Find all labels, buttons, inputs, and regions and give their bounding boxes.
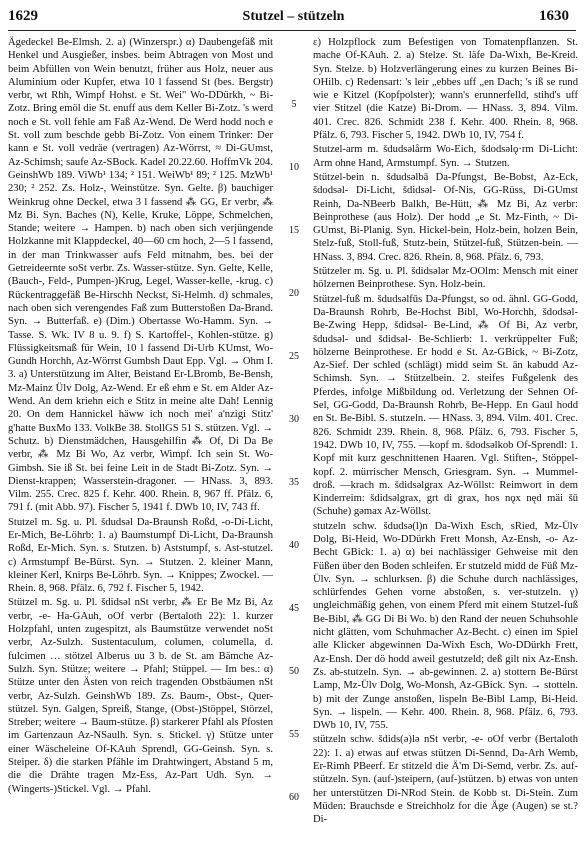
entry-stuetzel-bein: Stützel-bein n. šdudsəlbā Da-Pfungst, Be-Bobst, Az-Eck, šdodsəl- Di-Licht, šdidsəl- Of-Nis, GG-Rüss, Di-GUmst Reinh, Da-NBeerb Balkh, Be-Hütt, ⁂ Mz Bi, Az verbr: Beinprothese (aus Holz). Der hodd „e St. Mz-Finth, ~ Di-GUmst, Bi-Planig. Syn. Hickel-bein, Holz-bein, holzen Bein, Stelz-fuß, Stoll-fuß, Stutz-bein, Stützel-fuß, Stützen-bein. — HNass. 3, 894. Crec. 826. Rhein. 8, 968. Pfälz. 6, 793. [313,171,578,263]
entry-stutzeln: stutzeln schw. šdudsə(l)n Da-Wixh Esch, sRied, Mz-Ülv Dolg, Bi-Heid, Wo-DDürkh Frett Monsh, Az-Ensh, -o- Az-Becht GBick: 1. a) α) bei nachlässiger Gehweise mit den Füßen über den Boden schleifen. Er stutzeld midd de Füß Mz-Ülv. Syn. → schlurksen. β) die Schuhe durch nachlässiges, schlürfendes Gehen vorne abstoßen, s. ver-stutzeln. γ) ungleichmäßig gehen, von einem Pferd mit einem Stutzel-fuß Be-Bibl, ⁂ GG Di Bi Wo. b) den Rand der neuen Schuhsohle nicht glätten, vom Schuhmacher Az-Becht. c) einen im Spiel alle Klicker abgewinnen Da-Wixh Esch, Wo-DDürkh Frett, Az-Ensh. Der dö hodd aweil gestutzeld; deß gilt nix Az-Ensh. Zs. ab-stutzeln. Syn. → ab-gewinnen. 2. a) stottern Be-Bürst Lamp, Mz-Ülv Dolg, Wo-Monsh, Az-GBick. Syn. → stotteln. b) mit der Zunge anstoßen, lispeln Be-Bibl Lamp, Bi-Heid. Syn. → lispeln. — Kehr. 400. Rhein. 8, 968. Pfälz. 6, 793. DWb 10, IV, 755. [313,520,578,732]
left-column [8,36,273,797]
line-number: 40 [289,540,299,551]
line-number: 25 [289,351,299,362]
line-number: 15 [289,225,299,236]
line-number: 60 [289,792,299,803]
entry-stutze-continued: Ägedeckel Be-Elmsh. 2. a) (Winzerspr.) α) Daubengefäß mit Henkel und Ausgießer, insbes. beim Abtragen von Most und beim Abfüllen von Wein benutzt, früher aus Holz, neuer aus Aluminium oder Kupfer, etwa 10 l fassend St (bes. Bergstr) verbr, wt Rhh, Wimpf Hohst. e St. Wei" Wo-DDürkh, ~ Bi-Zotz. Bring emöl die St. enuff aus dem Keller Bi-Zotz. 's werd noch e St. voll fehle am Faß Az-Wend. De Werd hodd noch e St. voll zum beschde gebb Bi-Zotz. Von einem Trinker: Der kann e St. voll vedräe (vertragen) Az-Wörrst, ≈ Di-GUmst, Az-Schimsh; saufe Az-SBock. Kadel 20.22.60. HoffmVk 204. GeinshWb 189. ViWb¹ 134; ² 151. WeiWb¹ 89; ² 125. MzWb¹ 230; ² 252. Zs. Holz-, Weinstütze. Syn. Gelte. β) bauchiger Weinkrug ohne Deckel, etwa 3 l fassend ⁂ GG, Er verbr, ⁂ Mz Bi. Syn. Baches (N), Kelle, Kruke, Löppe, Schmelchen, Stande; weitere → Hampen. b) nach oben sich verjüngende Holzkanne mit Klappdeckel, 40—60 cm hoch, 2—5 l fassend, in der man Trinkwasser aufs Feld mitnahm, bes. bei der Getreideernte soSt verbr. Zs. Wasser-stütze. Syn. Gelte, Kelle, (Bauch-, Feld-, Pumpen-)Krug, Legel, Wasser-kelle, -krug. c) Rückentraggefäß Be-Hirschh Neckst, Si-Helmh. d) schmales, nach oben sich verengendes Faß zum Butterstoßen Da-Brand. Syn. → Butterfaß. e) (Dim.) Obertasse Wo-Hamm. Syn. → Tasse. S. Wk. IV 8 u. 9. f) S. Kartoffel-, Kohlen-stütze. g) Flüssigkeitsmaß für Wein, 10 l fassend Di-Urb KUmst, Wo-Gundh Horchh, Az-Wörrst Gumbsh Daut Epp. Vgl. → Ohm I. 3. a) Unterstützung im Alter, Beistand Er-LBromb, Be-Bensh, Mz-Mainz Ülv Dolg, Az-Wend. Er eß ehm e St. em Alder Az-Wend. An dem kriehn eich e Stitz in meine alte Dah! Lennig 20. On dem Hannickel häww ich noch mei' a'nzigi Stitz' g'hatte BuxMo 133. VolkBe 38. StollGS 51 S. stützen. Vgl. → Schutz. b) Dienstmädchen, Hausgehilfin ⁂ Of, Di Da Be verbr, ⁂ Mz Bi Wo, Az verbr, Wimpf. Ich sein St. Wo-Gimbsh. Sie iß St. bei feine Leit in de Stadt Bi-Zotz. Syn. → Dienst-krappen; Wasserstein-dragoner. — HNass. 3, 893. Vilm. 255. Crec. 825 f. Kehr. 400. Rhein. 8, 967 ff. Pfälz. 6, 791 f. (mit Abb. 97). Fischer 5, 1941 f. DWb 10, IV, 743 ff. [8,37,273,514]
line-number: 55 [289,729,299,740]
right-column [313,36,578,828]
line-number: 10 [289,162,299,173]
page-header [0,8,587,28]
running-head: Stutzel – stützeln [242,9,345,24]
line-number: 35 [289,477,299,488]
page-number-right: 1630 [539,8,569,24]
line-number: 30 [289,414,299,425]
entry-stuetzel: Stützel m. Sg. u. Pl. šdidsəl nSt verbr, ⁂ Er Be Mz Bi, Az verbr, -e- Ha-GAuh, oOf verbr (Bertaloth 22): 1. kurzer Holzpfahl, unten zugespitzt, als Baumstütze verwendet noSt verbr, Az-Sulzh. Sustentaculum, columen, columella, d. fulcimen … stötzel Alberus uu 3 b. de St. am Bämche Az-Sulzh. Syn. Stütze; weitere → Pfahl; Stüppel. — Im bes.: α) Stütze unter den Ästen von reich tragenden Obstbäumen nSt verbr, Az-Sulzh. GeinshWb 189. Zs. Baum-, Obst-, Quer-stützel. Syn. Galgen, Spreiß, Stange, (Obst-)Stöppel, Störzel, Streber; weitere → Baum-stütze. β) starkerer Pfahl als Pfosten im Gartenzaun Az-NSaulh. Syn. s. Stickel. γ) Stütze unter einer Wäscheleine Of-KAuh Sprendl, GG-Geinsh. Syn. s. Steiper. δ) die starken Pfähle im Drahtwingert, Abstand 5 m, die die Drähte tragen Mz-Ess, Az-Part Udh. Syn. → (Wingerts-)Stickel. Vgl. → Pfahl. [8,597,273,795]
line-number: 50 [289,666,299,677]
entry-stuetzeln: stützeln schw. šdids(ə)lə nSt verbr, -e- oOf verbr (Bertaloth 22): 1. a) etwas auf etwas stützen Di-Sennd, Da-Arh Wemb, Er-Rimh PBeerf. Er stitzeld die Ä'm Di-Semd, verbr. Zs. auf-stützeln. Syn. (auf-)steipern, (auf-)stützen. b) etwas von unten her unterstützen Di-NRod Stein. de Kobb st. Di-Stein. Zum Müden: Brauchsde e Streichholz for die Äge (Augen) se st.? Di- [313,734,578,826]
line-number: 20 [289,288,299,299]
entry-stuetzel-fuss: Stützel-fuß m. šdudsəlfūs Da-Pfungst, so od. ähnl. GG-Godd, Da-Braunsh Rohrb, Be-Hochst Bibl, Wo-Horchh, šdodsəl- Be-Zwing Hepp, šdidsəl- Be-Lind, ⁂ Of Bi, Az verbr, šdudsəl- und šdidsəl- Be-Schlierb: 1. verkrüppelter Fuß; hölzerne Beinprothese. Er hodd e St. Az-GBick, ~ Bi-Zotz, Az-Sief. Der schled (schlägt) midd seim St. än kabudd Az-Schimsh. Syn. → Stützelbein. 2. steifes Fußgelenk des Pferdes, infolge Mißbildung od. Verletzung der Sehnen Of-Sel, GG-Godd, Da-Braunsh Rohrb, Be-Hepp. En Gaul hodd en St. Be-Bibl. S. stutzeln. — HNass. 3, 894. Vilm. 401. Crec. 826. Schmidt 239. Rhein. 8, 968. Pfälz. 6, 793. Fischer 5, 1942. DWb 10, IV, 755. —kopf m. šdodsəlkob Of-Sprendl: 1. Kopf mit kurz geschnittenen Haaren. Vgl. Stiften-, Stöppel-kopf. 2. mürrischer Mensch, Griesgram. Syn. → Mummel-droß. —krach m. šdidsəlgrax Az-Wöllst: Reimwort in dem Kinderreim: šdidsəlgrax, grt di grax, hos nǫx nęd mäi šū (Schuhe) gəmax Az-Wöllst. [313,293,578,518]
header-rule [8,30,576,31]
entry-stuetzeler: Stützeler m. Sg. u. Pl. šdidsələr Mz-OOlm: Mensch mit einer hölzernen Beinprothese. Syn. Holz-bein. [313,266,578,291]
line-number: 5 [291,99,297,110]
entry-stutzel: Stutzel m. Sg. u. Pl. šdudsəl Da-Braunsh Roßd, -o-Di-Licht, Er-Mich, Be-Löhrb: 1. a) Baumstumpf Di-Licht, Da-Braunsh Roßd, Er-Mich. Syn. s. Stutzen. b) Aststumpf, s. Ast-stutzel. c) Armstumpf Be-Bürst. Syn. → Stutzen. 2. kleiner Mann, kleiner Kerl, Knirps Be-Löhrb. Syn. → Knippes; Zwockel. — Rhein. 8, 968. Pfälz. 6, 792 f. Fischer 5, 1942. [8,516,273,595]
entry-stuetzel-continued: ε) Holzpflock zum Befestigen von Tomatenpflanzen. St. mache Of-KAuh. 2. a) Stelze. St. läfe Da-Wixh, Be-Kreid. Syn. Stelze. b) Holzverlängerung eines zu kurzen Beines Bi-OHilb. c) Redensart: 's leir „ebbes uff „en Dach; 's iß se rund wie e Kitzel (Kopfpolster); wann's erunnerfelld, stihd's uff vier Stitzel (die Katze) Bi-Drom. — HNass. 3, 894. Vilm. 401. Crec. 826. Schmidt 238 f. Kehr. 400. Rhein. 8, 968. Pfälz. 6, 793. Fischer 5, 1942. DWb 10, IV, 754 f. [313,37,578,142]
page-number-left: 1629 [8,8,38,24]
line-number: 45 [289,603,299,614]
entry-stutzel-arm: Stutzel-arm m. šdudsəlårm Wo-Eich, šdodsəlǫ·rm Di-Licht: Arm ohne Hand, Armstumpf. Syn. → Stutzen. [313,144,578,169]
